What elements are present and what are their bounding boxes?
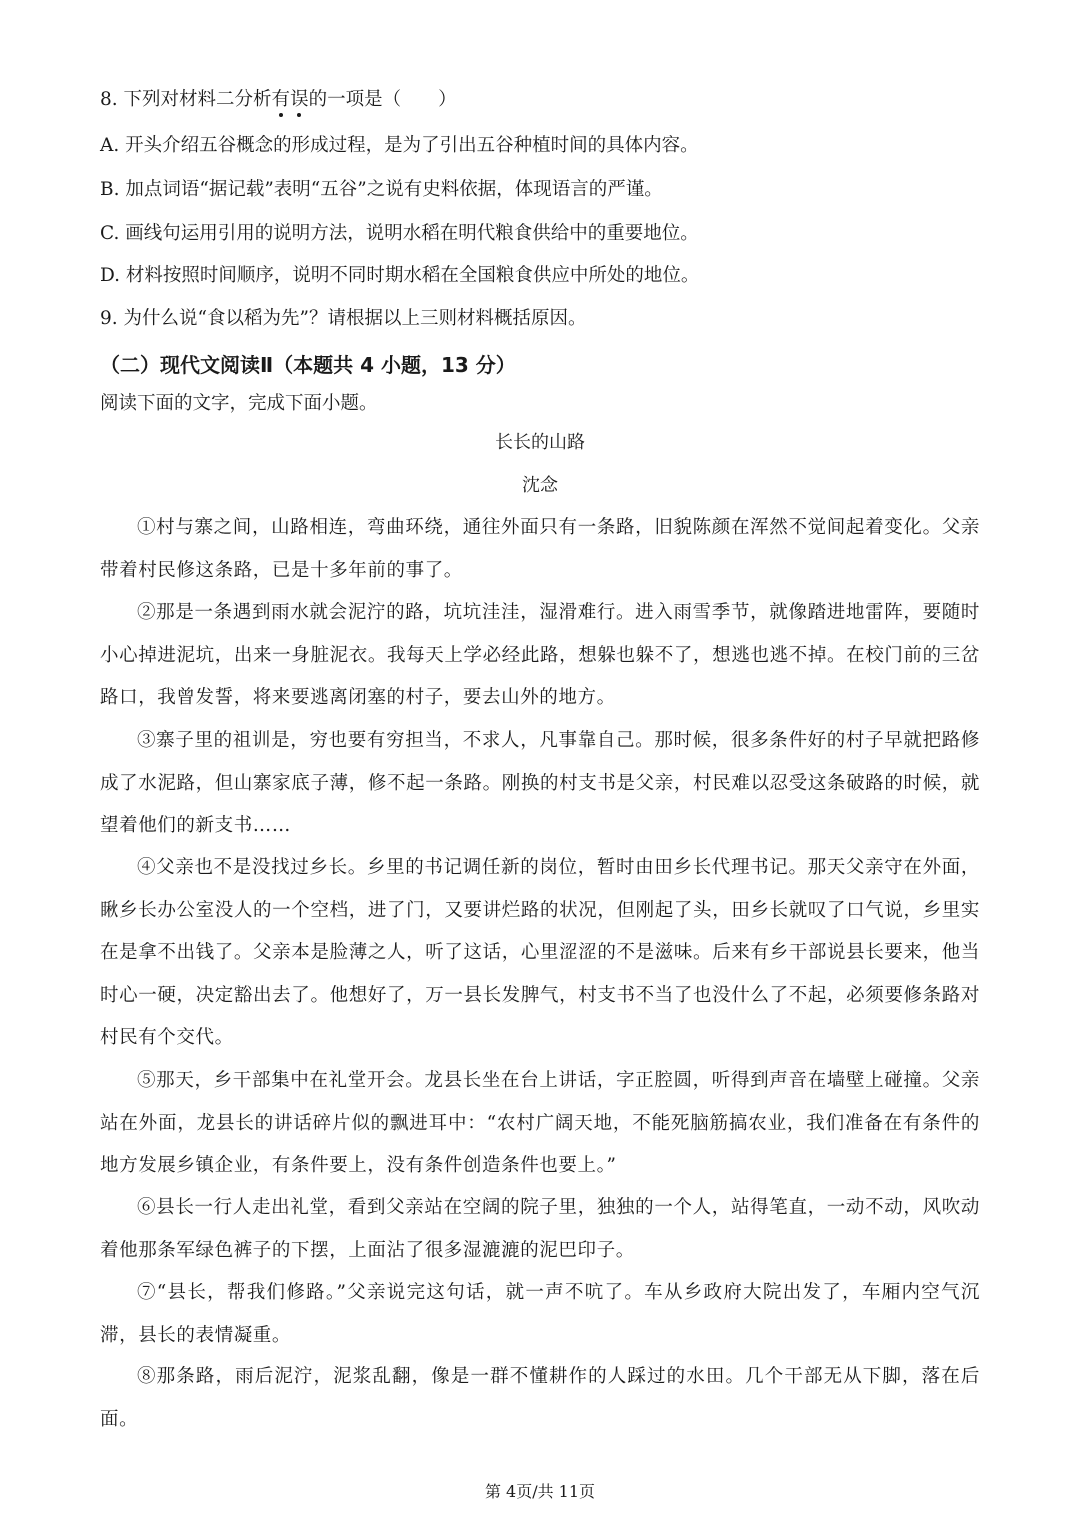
emphasis-char-1: 有 <box>271 89 291 110</box>
section-heading: （二）现代文阅读Ⅱ（本题共 4 小题，13 分） <box>100 353 516 377</box>
option-d: D. 材料按照时间顺序，说明不同时期水稻在全国粮食供应中所处的地位。 <box>100 265 700 286</box>
article-paragraph-4: ④父亲也不是没找过乡长。乡里的书记调任新的岗位，暂时由田乡长代理书记。那天父亲守在外面，瞅乡长办公室没人的一个空档，进了门，又要讲烂路的状况，但刚起了头，田乡长就叹了口气说，乡里实在是拿不出钱了。父亲本是脸薄之人，听了这话，心里涩涩的不是滋味。后来有乡干部说县长要来，他当时心一硬，决定豁出去了。他想好了，万一县长发脾气，村支书不当了也没什么了不起，必须要修条路对村民有个交代。 <box>100 857 980 1048</box>
reading-instruction: 阅读下面的文字，完成下面小题。 <box>100 393 378 414</box>
article-paragraph-1: ①村与寨之间，山路相连，弯曲环绕，通往外面只有一条路，旧貌陈颜在浑然不觉间起着变化。父亲带着村民修这条路，已是十多年前的事了。 <box>100 517 980 581</box>
article-author: 沈念 <box>522 475 558 496</box>
article-paragraph-6: ⑥县长一行人走出礼堂，看到父亲站在空阔的院子里，独独的一个人，站得笔直，一动不动，风吹动着他那条军绿色裤子的下摆，上面沾了很多湿漉漉的泥巴印子。 <box>100 1197 980 1261</box>
page-number: 第 4页/共 11页 <box>484 1482 596 1501</box>
emphasis-char-2: 误 <box>290 89 309 110</box>
question-8-suffix: 的一项是（ ） <box>308 89 457 110</box>
article-paragraph-8: ⑧那条路，雨后泥泞，泥浆乱翻，像是一群不懂耕作的人踩过的水田。几个干部无从下脚，落在后面。 <box>100 1366 980 1430</box>
article-paragraph-7: ⑦“县长，帮我们修路。”父亲说完这句话，就一声不吭了。车从乡政府大院出发了，车厢内空气沉滞，县长的表情凝重。 <box>100 1282 980 1346</box>
option-b: B. 加点词语“据记载”表明“五谷”之说有史料依据，体现语言的严谨。 <box>100 179 663 200</box>
option-a: A. 开头介绍五谷概念的形成过程，是为了引出五谷种植时间的具体内容。 <box>100 135 699 156</box>
article-title: 长长的山路 <box>495 432 585 453</box>
article-paragraph-5: ⑤那天，乡干部集中在礼堂开会。龙县长坐在台上讲话，字正腔圆，听得到声音在墙壁上碰撞。父亲站在外面，龙县长的讲话碎片似的飘进耳中：“农村广阔天地，不能死脑筋搞农业，我们准备在有条件的地方发展乡镇企业，有条件要上，没有条件创造条件也要上。” <box>100 1070 980 1176</box>
question-9: 9. 为什么说“食以稻为先”？请根据以上三则材料概括原因。 <box>100 308 587 329</box>
question-8-stem <box>100 91 457 110</box>
question-8-prefix: 8. 下列对材料二分析 <box>100 89 272 110</box>
article-paragraph-3: ③寨子里的祖训是，穷也要有穷担当，不求人，凡事靠自己。那时候，很多条件好的村子早就把路修成了水泥路，但山寨家底子薄，修不起一条路。刚换的村支书是父亲，村民难以忍受这条破路的时候，就望着他们的新支书…… <box>100 730 980 836</box>
article-paragraph-2: ②那是一条遇到雨水就会泥泞的路，坑坑洼洼，湿滑难行。进入雨雪季节，就像踏进地雷阵，要随时小心掉进泥坑，出来一身脏泥衣。我每天上学必经此路，想躲也躲不了，想逃也逃不掉。在校门前的三岔路口，我曾发誓，将来要逃离闭塞的村子，要去山外的地方。 <box>100 602 980 708</box>
option-c: C. 画线句运用引用的说明方法，说明水稻在明代粮食供给中的重要地位。 <box>100 223 699 244</box>
